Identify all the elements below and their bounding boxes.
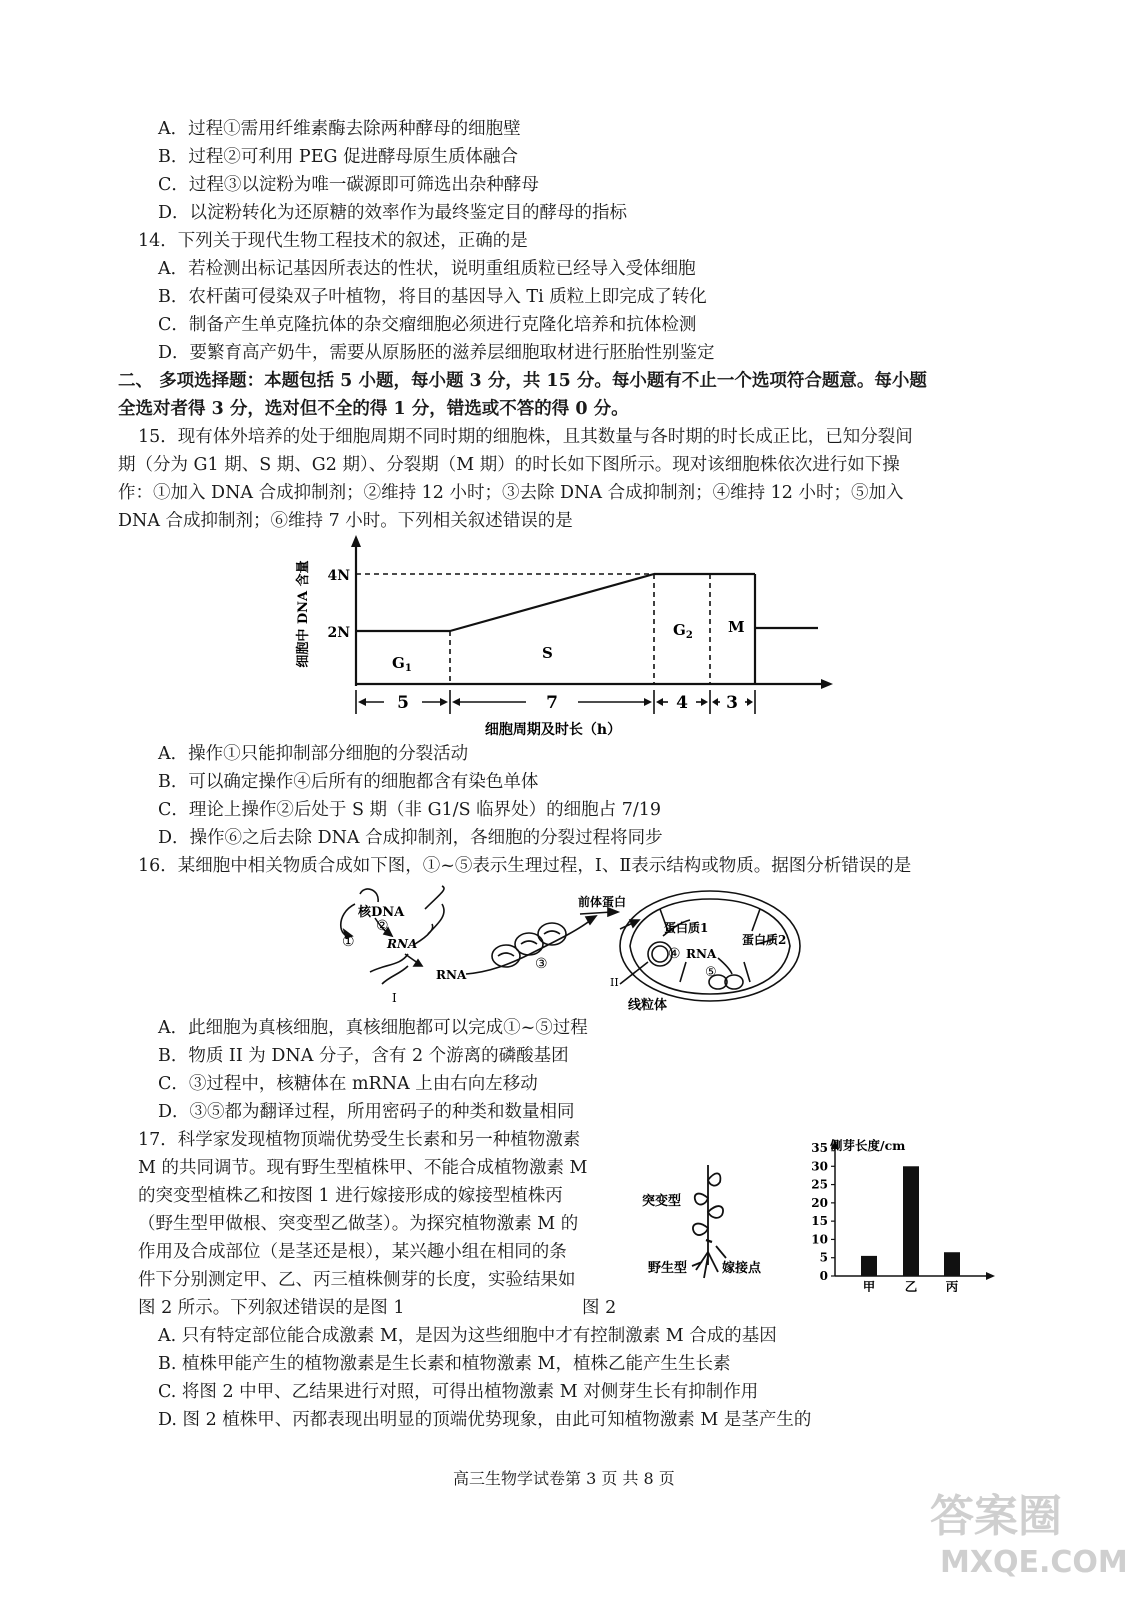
q16-option-d: D．③⑤都为翻译过程，所用密码子的种类和数量相同 (158, 1102, 575, 1122)
q15-option-d: D．操作⑥之后去除 DNA 合成抑制剂，各细胞的分裂过程将同步 (158, 828, 663, 848)
nuclear-dna-label: 核DNA (358, 905, 405, 920)
q15-stem-line-1: 15．现有体外培养的处于细胞周期不同时期的细胞株，且其数量与各时期的时长成正比，已知分裂间 (138, 427, 913, 447)
q15-stem-line-4: DNA 合成抑制剂；⑥维持 7 小时。下列相关叙述错误的是 (118, 511, 573, 531)
bar-category-label: 丙 (945, 1279, 959, 1292)
q17-option-d: D. 图 2 植株甲、丙都表现出明显的顶端优势现象，由此可知植物激素 M 是茎产生的 (158, 1410, 812, 1430)
q17-stem-line-7: 图 2 所示。下列叙述错误的是图 1 (138, 1298, 405, 1318)
process-5-label: ⑤ (705, 965, 717, 980)
process-1-label: ① (342, 934, 355, 950)
y-tick-label: 5 (819, 1250, 828, 1265)
process-3-label: ③ (535, 956, 548, 972)
duration-m: 3 (726, 693, 738, 713)
q13-option-c: C．过程③以淀粉为唯一碳源即可筛选出杂种酵母 (158, 175, 539, 195)
y-tick-label: 30 (811, 1159, 828, 1174)
q17-stem-line-5: 作用及合成部位（是茎还是根），某兴趣小组在相同的条 (138, 1242, 567, 1262)
q15-option-a: A．操作①只能抑制部分细胞的分裂活动 (158, 744, 469, 764)
phase-g2-label: $G_2$ (673, 621, 693, 641)
wild-rootstock-label: 野生型 (648, 1261, 688, 1276)
dna-line-s (450, 574, 654, 631)
q14-option-d: D．要繁育高产奶牛，需要从原肠胚的滋养层细胞取材进行胚胎性别鉴定 (158, 343, 715, 363)
q17-stem-line-4: （野生型甲做根、突变型乙做茎）。为探究植物激素 M 的 (138, 1214, 579, 1234)
q14-option-b: B．农杆菌可侵染双子叶植物，将目的基因导入 Ti 质粒上即完成了转化 (158, 287, 707, 307)
duration-g2: 4 (676, 693, 688, 713)
q17-stem-line-2: M 的共同调节。现有野生型植株甲、不能合成植物激素 M (138, 1158, 588, 1178)
q13-option-b: B．过程②可利用 PEG 促进酵母原生质体融合 (158, 147, 519, 167)
y-tick-label: 10 (811, 1232, 828, 1247)
q17-stem-line-3: 的突变型植株乙和按图 1 进行嫁接形成的嫁接型植株丙 (138, 1186, 563, 1206)
q14-option-c: C．制备产生单克隆抗体的杂交瘤细胞必须进行克隆化培养和抗体检测 (158, 315, 697, 335)
q17-stem-line-1: 17．科学家发现植物顶端优势受生长素和另一种植物激素 (138, 1130, 581, 1150)
graft-point-label: 嫁接点 (722, 1261, 762, 1276)
substance-ii-label: II (610, 976, 619, 989)
q17-option-a: A. 只有特定部位能合成激素 M，是因为这些细胞中才有控制激素 M 合成的基因 (158, 1326, 777, 1346)
duration-s: 7 (546, 693, 558, 713)
process-4-label: ④ (668, 946, 681, 962)
replication-arrow (341, 904, 355, 936)
phase-s-label: S (542, 644, 553, 662)
q13-option-a: A．过程①需用纤维素酶去除两种酵母的细胞壁 (158, 119, 521, 139)
y-tick-label: 25 (811, 1177, 828, 1192)
x-axis-arrow (821, 679, 833, 689)
protein-2-label: 蛋白质2 (742, 933, 787, 947)
y-tick-label: 0 (819, 1269, 828, 1283)
y-axis-label: 细胞中 DNA 含量 (296, 560, 311, 668)
y-tick-label: 35 (811, 1141, 828, 1155)
y-tick-label: 15 (811, 1214, 828, 1229)
process-2-label: ② (376, 918, 389, 934)
phase-g1-label: $G_1$ (392, 654, 412, 674)
duration-g1: 5 (397, 693, 409, 713)
q15-dna-cycle-chart (290, 530, 850, 745)
q16-stem: 16．某细胞中相关物质合成如下图，①~⑤表示生理过程，Ⅰ、Ⅱ表示结构或物质。据图分析错误的是 (138, 856, 912, 876)
x-axis-label: 细胞周期及时长（h） (484, 722, 622, 738)
q17-option-b: B. 植株甲能产生的植物激素是生长素和植物激素 M，植株乙能产生生长素 (158, 1354, 731, 1374)
rna-label-cytoplasm: RNA (436, 968, 467, 982)
q16-option-a: A．此细胞为真核细胞，真核细胞都可以完成①~⑤过程 (158, 1018, 588, 1038)
protein-1-label: 蛋白质1 (664, 921, 709, 935)
y-tick-2n: 2N (327, 625, 350, 641)
bar-2 (903, 1166, 919, 1276)
mutant-scion-label: 突变型 (642, 1194, 682, 1209)
graft-point-mark (706, 1240, 712, 1242)
q13-option-d: D．以淀粉转化为还原糖的效率作为最终鉴定目的酵母的指标 (158, 203, 628, 223)
rna-label-mito: RNA (686, 947, 717, 961)
q17-figure-2-caption: 图 2 (582, 1298, 617, 1318)
q16-option-b: B．物质 II 为 DNA 分子，含有 2 个游离的磷酸基团 (158, 1046, 569, 1066)
q17-option-c: C. 将图 2 中甲、乙结果进行对照，可得出植物激素 M 对侧芽生长有抑制作用 (158, 1382, 759, 1402)
y-tick-label: 20 (811, 1195, 828, 1210)
q15-stem-line-2: 期（分为 G1 期、S 期、G2 期）、分裂期（M 期）的时长如下图所示。现对该细胞株依次进行如下操 (118, 455, 900, 475)
q16-expression-diagram (330, 884, 810, 1014)
mrna-strand (466, 919, 592, 974)
q14-option-a: A．若检测出标记基因所表达的性状，说明重组质粒已经导入受体细胞 (158, 259, 696, 279)
mitochondrion-label: 线粒体 (628, 998, 668, 1013)
plant-roots (692, 1252, 718, 1278)
bar-category-label: 乙 (904, 1279, 918, 1292)
bar-category-label: 甲 (862, 1279, 876, 1292)
q15-option-b: B．可以确定操作④后所有的细胞都含有染色单体 (158, 772, 539, 792)
q14-stem: 14．下列关于现代生物工程技术的叙述，正确的是 (138, 231, 528, 251)
bar-1 (861, 1256, 877, 1276)
nuclear-pore-strand (425, 886, 444, 934)
y-tick-4n: 4N (327, 568, 350, 584)
section-2-header-cont: 全选对者得 3 分，选对但不全的得 1 分，错选或不答的得 0 分。 (118, 399, 629, 419)
y-axis-arrow (351, 535, 361, 547)
watermark-logo: 答案圈 (930, 1491, 1062, 1542)
q15-option-c: C．理论上操作②后处于 S 期（非 G1/S 临界处）的细胞占 7/19 (158, 800, 661, 820)
q17-stem-line-6: 件下分别测定甲、乙、丙三植株侧芽的长度，实验结果如 (138, 1270, 576, 1290)
q16-option-c: C．③过程中，核糖体在 mRNA 上由右向左移动 (158, 1074, 538, 1094)
bar-chart-ylabel: 侧芽长度/cm (830, 1138, 906, 1153)
watermark-url: MXQE.COM (940, 1545, 1128, 1580)
structure-i-label: I (392, 991, 397, 1005)
q15-stem-line-3: 作：①加入 DNA 合成抑制剂；②维持 12 小时；③去除 DNA 合成抑制剂；④维持 12 小时；⑤加入 (118, 483, 904, 503)
precursor-protein-label: 前体蛋白 (578, 895, 627, 909)
q17-graft-plant-figure (640, 1160, 780, 1285)
section-2-header: 二、 多项选择题：本题包括 5 小题，每小题 3 分，共 15 分。每小题有不止一个选项符合题意。每小题 (118, 371, 927, 391)
bar-3 (944, 1252, 960, 1276)
page-footer: 高三生物学试卷第 3 页 共 8 页 (453, 1469, 675, 1488)
q17-bar-chart (800, 1132, 1005, 1292)
phase-m-label: M (728, 618, 745, 636)
rna-label-nucleus: RNA (387, 937, 418, 951)
